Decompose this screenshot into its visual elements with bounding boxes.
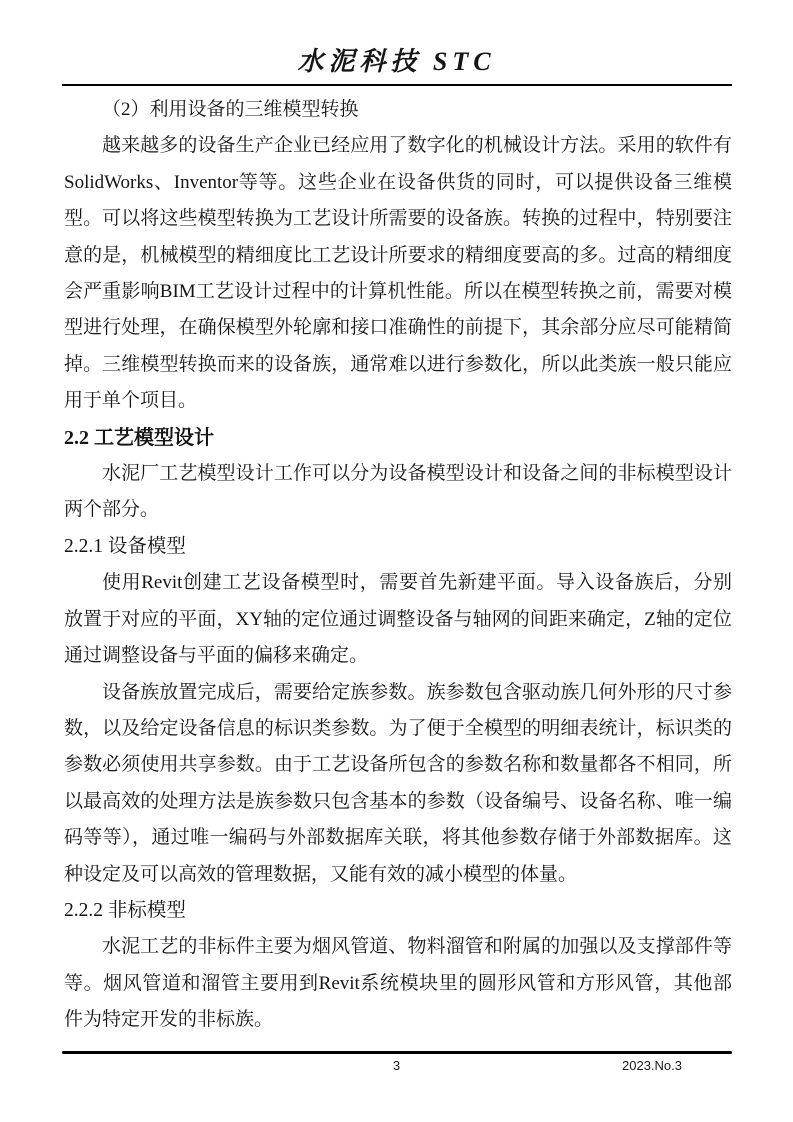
header-rule: [62, 84, 732, 86]
paragraph-nonstandard-model: 水泥工艺的非标件主要为烟风管道、物料溜管和附属的加强以及支撑部件等等。烟风管道和溜管主要用到Revit系统模块里的圆形风管和方形风管，其他部件为特定开发的非标族。: [64, 936, 732, 1031]
page-number: 3: [392, 1058, 401, 1073]
subsection-heading-2-2-1: 2.2.1 设备模型: [64, 535, 186, 557]
paragraph-process-model-intro: 水泥厂工艺模型设计工作可以分为设备模型设计和设备之间的非标模型设计两个部分。: [64, 463, 732, 521]
section-heading-2-2: 2.2 工艺模型设计: [64, 426, 214, 449]
paragraph-family-parameters: 设备族放置完成后，需要给定族参数。族参数包含驱动族几何外形的尺寸参数，以及给定设备信息的标识类参数。为了便于全模型的明细表统计，标识类的参数必须使用共享参数。由于工艺设备所包含的参数名称和数量都各不相同，所以最高效的处理方法是族参数只包含基本的参数（设备编号、设备名称、唯一编码等等），通过唯一编码与外部数据库关联，将其他参数存储于外部数据库。这种设定及可以高效的管理数据，又能有效的减小模型的体量。: [64, 681, 732, 885]
footer-rule: [62, 1051, 732, 1054]
list-item-heading: （2）利用设备的三维模型转换: [102, 99, 359, 120]
journal-title: 水泥科技 STC: [297, 47, 496, 76]
document-body: [64, 92, 732, 1039]
paragraph-equipment-conversion: 越来越多的设备生产企业已经应用了数字化的机械设计方法。采用的软件有SolidWorks、Inventor等等。这些企业在设备供货的同时，可以提供设备三维模型。可以将这些模型转换为工艺设计所需要的设备族。转换的过程中，特别要注意的是，机械模型的精细度比工艺设计所要求的精细度要高的多。过高的精细度会严重影响BIM工艺设计过程中的计算机性能。所以在模型转换之前，需要对模型进行处理，在确保模型外轮廓和接口准确性的前提下，其余部分应尽可能精简掉。三维模型转换而来的设备族，通常难以进行参数化，所以此类族一般只能应用于单个项目。: [64, 135, 732, 412]
paragraph-device-model-placement: 使用Revit创建工艺设备模型时，需要首先新建平面。导入设备族后，分别放置于对应的平面，XY轴的定位通过调整设备与轴网的间距来确定，Z轴的定位通过调整设备与平面的偏移来确定。: [64, 572, 732, 667]
issue-number: 2023.No.3: [622, 1058, 682, 1073]
subsection-heading-2-2-2: 2.2.2 非标模型: [64, 899, 186, 921]
